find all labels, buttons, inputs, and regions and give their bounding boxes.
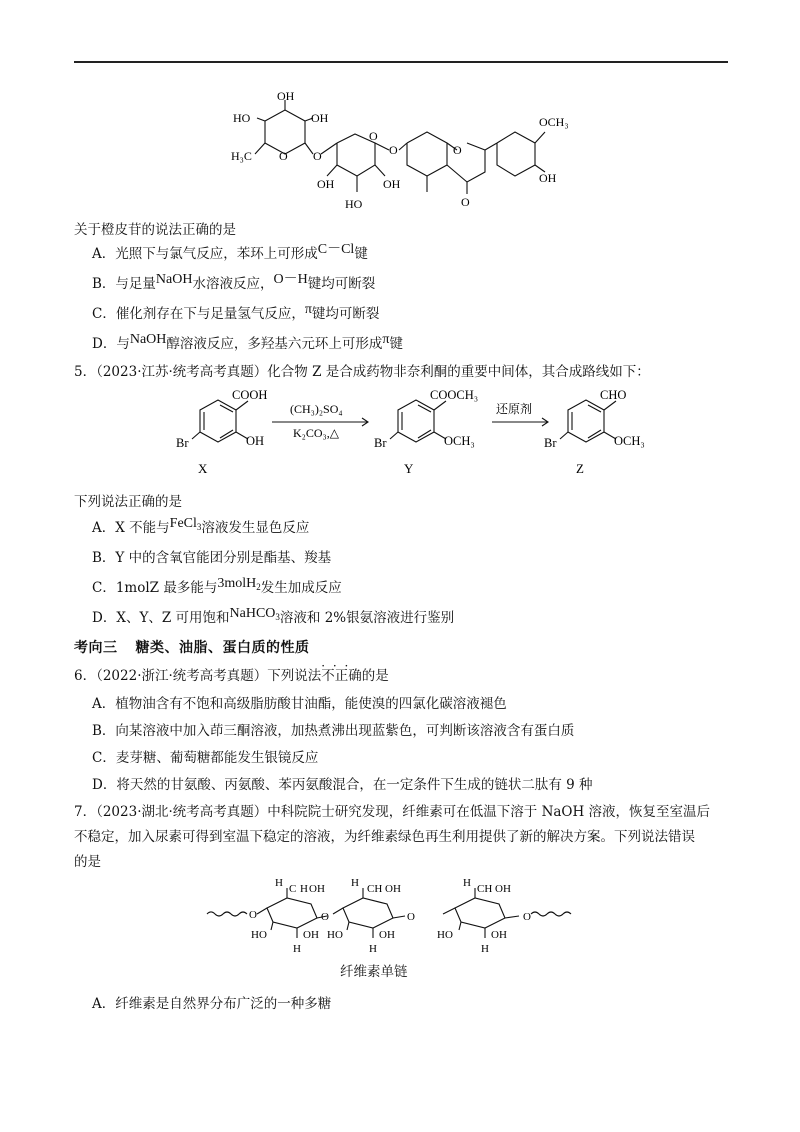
structure-label: O xyxy=(279,149,288,163)
svg-text:HO: HO xyxy=(251,929,267,941)
option-text: Y 中的含氧官能团分别是酯基、羧基 xyxy=(115,550,332,566)
q5-question: 下列说法正确的是 xyxy=(74,494,182,510)
chem-formula: FeCl$_3$ xyxy=(169,516,202,532)
option-letter: C． xyxy=(92,306,116,322)
arrow2-reagent: 还原剂 xyxy=(496,402,533,416)
arrow1-condition: K₂CO₃,△ xyxy=(293,426,339,440)
chem-formula: π xyxy=(382,332,390,347)
z-left-group: Br xyxy=(544,436,557,450)
structure-label: OH xyxy=(383,177,401,191)
q6-option-d[interactable]: D．将天然的甘氨酸、丙氨酸、苯丙氨酸混合，在一定条件下生成的链状二肽有 9 种 xyxy=(92,777,593,793)
q6-option-c[interactable]: C．麦芽糖、葡萄糖都能发生银镜反应 xyxy=(92,750,319,766)
chem-formula: π xyxy=(304,302,312,317)
q4-option-a[interactable] xyxy=(92,244,368,265)
option-letter: D． xyxy=(92,336,117,352)
structure-label: O xyxy=(461,195,470,209)
svg-text:H: H xyxy=(369,943,377,955)
svg-text:H: H xyxy=(300,883,308,895)
option-text: 1molZ 最多能与 xyxy=(115,580,218,596)
arrow1-reagent: (CH₃)₂SO₄ xyxy=(290,402,343,416)
chem-formula: NaOH xyxy=(155,272,193,287)
section-title: 糖类、油脂、蛋白质的性质 xyxy=(135,640,310,656)
q5-option-a[interactable] xyxy=(92,518,309,542)
q5-synthesis-scheme xyxy=(150,385,670,480)
q5-option-b[interactable] xyxy=(92,548,331,568)
option-text: 催化剂存在下与足量氢气反应， xyxy=(115,306,305,322)
option-letter: B． xyxy=(92,550,116,566)
q4-option-c[interactable] xyxy=(92,304,379,325)
q7-stem-line2: 不稳定，加入尿素可得到室温下稳定的溶液，为纤维素绿色再生利用提供了新的解决方案。下列说法错误 xyxy=(74,829,695,845)
svg-text:O: O xyxy=(321,911,329,923)
q7-stem-line3: 的是 xyxy=(74,854,101,870)
option-text: 醇溶液反应，多羟基六元环上可形成 xyxy=(166,336,383,352)
q5-option-d[interactable] xyxy=(92,608,454,632)
section-heading xyxy=(74,638,310,658)
x-left-group: Br xyxy=(176,436,189,450)
svg-text:CH: CH xyxy=(367,883,383,895)
q6-stem: 6．（2022·浙江·统考高考真题）下列说法· · · 不正确的是 xyxy=(74,666,389,686)
q4-stem: 关于橙皮苷的说法正确的是 xyxy=(74,222,236,238)
structure-label: O xyxy=(389,143,398,157)
option-text: 与足量 xyxy=(115,276,156,292)
option-letter: A． xyxy=(92,520,116,536)
x-label: X xyxy=(198,461,208,476)
structure-label: OH xyxy=(317,177,335,191)
y-label: Y xyxy=(404,461,414,476)
structure-label: HO xyxy=(345,197,363,211)
svg-text:OH: OH xyxy=(385,883,401,895)
svg-text:OH: OH xyxy=(309,883,325,895)
svg-text:H: H xyxy=(481,943,489,955)
z-right-group: OCH₃ xyxy=(614,434,645,448)
x-right-group: OH xyxy=(246,434,265,448)
svg-text:OH: OH xyxy=(303,929,319,941)
structure-label: OH xyxy=(277,89,295,103)
chem-formula: 3molH$_2$ xyxy=(217,576,261,592)
svg-text:H: H xyxy=(275,878,283,889)
q7-option-a[interactable]: A．纤维素是自然界分布广泛的一种多糖 xyxy=(92,996,332,1012)
hesperidin-structure xyxy=(225,88,585,216)
chem-formula: NaHCO$_3$ xyxy=(229,606,280,622)
svg-text:O: O xyxy=(249,909,257,921)
svg-text:H: H xyxy=(293,943,301,955)
option-text: X、Y、Z 可用饱和 xyxy=(116,610,230,626)
option-text: 键 xyxy=(354,246,368,262)
header-rule xyxy=(74,61,728,63)
structure-label: OH xyxy=(311,111,329,125)
structure-label: OH xyxy=(539,171,557,185)
chem-formula: C－Cl xyxy=(317,242,355,257)
option-text: X 不能与 xyxy=(115,520,170,536)
svg-text:OH: OH xyxy=(379,929,395,941)
q4-option-d[interactable] xyxy=(92,334,403,355)
svg-text:H: H xyxy=(351,878,359,889)
svg-text:O: O xyxy=(523,911,531,923)
option-text: 键 xyxy=(389,336,403,352)
svg-text:OH: OH xyxy=(491,929,507,941)
z-top-group: CHO xyxy=(600,388,627,402)
structure-label: H₃C xyxy=(231,149,252,163)
q7-stem-line1: 7．（2023·湖北·统考高考真题）中科院院士研究发现，纤维素可在低温下溶于 NaOH 溶液，恢复至室温后 xyxy=(74,804,711,820)
structure-label: OCH₃ xyxy=(539,115,569,129)
option-text: 发生加成反应 xyxy=(260,580,342,596)
option-letter: D． xyxy=(92,610,117,626)
svg-text:HO: HO xyxy=(437,929,453,941)
q5-stem: 5．（2023·江苏·统考高考真题）化合物 Z 是合成药物非奈利酮的重要中间体，其合成路线如下： xyxy=(74,364,650,380)
svg-text:C: C xyxy=(289,883,297,895)
structure-label: O xyxy=(369,129,378,143)
structure-label: O xyxy=(313,149,322,163)
section-number: 考向三 xyxy=(74,640,118,656)
option-letter: C． xyxy=(92,580,116,596)
option-text: 溶液和 2%银氨溶液进行鉴别 xyxy=(279,610,455,626)
structure-label: O xyxy=(453,143,462,157)
q6-option-a[interactable]: A．植物油含有不饱和高级脂肪酸甘油酯，能使溴的四氯化碳溶液褪色 xyxy=(92,696,507,712)
structure-label: HO xyxy=(233,111,251,125)
svg-text:OH: OH xyxy=(495,883,511,895)
svg-text:CH: CH xyxy=(477,883,493,895)
chem-formula: NaOH xyxy=(129,332,167,347)
cellulose-caption: 纤维素单链 xyxy=(340,964,408,980)
option-text: 与 xyxy=(116,336,130,352)
y-right-group: OCH₃ xyxy=(444,434,475,448)
svg-text:O: O xyxy=(407,911,415,923)
option-letter: B． xyxy=(92,276,116,292)
option-text: 光照下与氯气反应，苯环上可形成 xyxy=(115,246,318,262)
x-top-group: COOH xyxy=(232,388,268,402)
option-text: 水溶液反应， xyxy=(192,276,274,292)
q4-option-b[interactable] xyxy=(92,274,375,295)
option-text: 键均可断裂 xyxy=(311,306,380,322)
svg-text:HO: HO xyxy=(327,929,343,941)
y-left-group: Br xyxy=(374,436,387,450)
chem-formula: O－H xyxy=(273,272,308,287)
option-text: 溶液发生显色反应 xyxy=(201,520,310,536)
q6-option-b[interactable]: B．向某溶液中加入茚三酮溶液，加热煮沸出现蓝紫色，可判断该溶液含有蛋白质 xyxy=(92,723,575,739)
option-text: 键均可断裂 xyxy=(307,276,376,292)
emphasis-dots: · · · 不正确 xyxy=(321,668,362,684)
q5-option-c[interactable] xyxy=(92,578,342,602)
svg-text:H: H xyxy=(463,878,471,889)
z-label: Z xyxy=(576,461,584,476)
cellulose-chain-structure xyxy=(205,878,595,958)
option-letter: A． xyxy=(92,246,116,262)
y-top-group: COOCH₃ xyxy=(430,388,479,402)
